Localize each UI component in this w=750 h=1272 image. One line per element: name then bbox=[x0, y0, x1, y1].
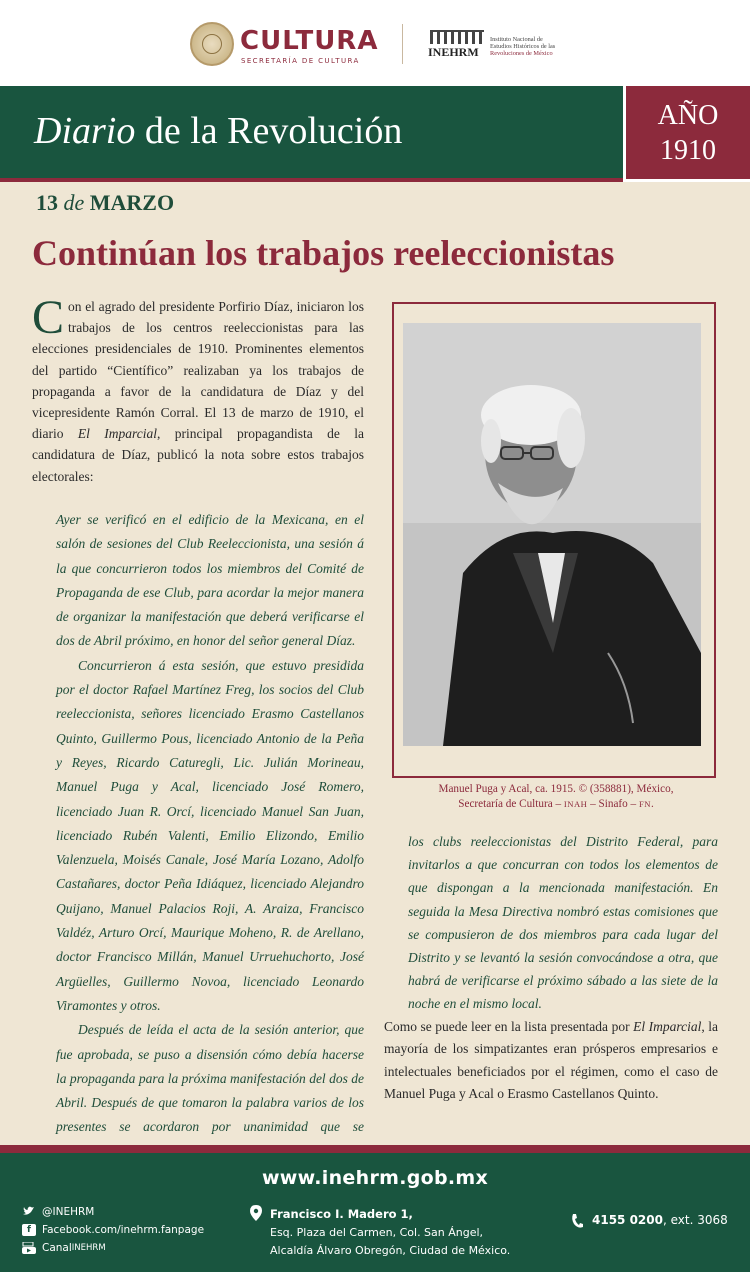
title-italic: Diario bbox=[34, 110, 136, 152]
caption-credit: Secretaría de Cultura – bbox=[458, 798, 564, 810]
caption-sinafo: – Sinafo – bbox=[587, 798, 639, 810]
portrait-illustration bbox=[403, 323, 701, 746]
quote-paragraph-3: Después de leída el acta de la sesión anterior, que fue aprobada, se puso a disensión cómo debía hacerse la propaganda para la próxima manifestación del dos de Abril. Después de que tomaron la palabra varios de los presentes se acordaron por unanimidad que se bbox=[56, 1022, 364, 1135]
quote-paragraph-2: Concurrieron á esta sesión, que estuvo presidida por el doctor Rafael Martínez Freg, los socios del Club reeleccionista, señores licenciado Erasmo Castellanos Quinto, Guillermo Pous, licenciado Antonio de la Peña y Reyes, Ricardo Caturegli, Lic. Julián Morineau, Manuel Puga y Acal, licenciado José Romero, licenciado Juan R. Orcí, licenciado Manuel San Juan, licenciado Rubén Valenti, Emilio Elizondo, Emilio Valenzuela, Moisés Canale, José María Lozano, Adolfo Castañares, doctor Peña Idiáquez, licenciado Alejandro Quijano, Manuel Palacios Roji, A. Araiza, Francisco Valdéz, Arturo Orcí, Maurique Moheno, R. de Arellano, doctor Francisco Millán, Manuel Urruehuchorto, José Argüelles, Guillermo Novoa, licenciado Leonardo Viramontes y otros. bbox=[56, 657, 364, 1013]
year-badge bbox=[623, 86, 750, 182]
date-de: de bbox=[63, 190, 85, 215]
facebook-url: Facebook.com/inehrm.fanpage bbox=[42, 1224, 205, 1236]
inehrm-line-2: Estudios Históricos de las bbox=[490, 43, 556, 50]
closing-paragraph bbox=[384, 1016, 718, 1105]
youtube-label: Canal bbox=[42, 1242, 72, 1254]
closing-newspaper: El Imparcial bbox=[633, 1019, 702, 1034]
facebook-link[interactable] bbox=[22, 1221, 204, 1239]
phone-extension: , ext. 3068 bbox=[662, 1213, 728, 1227]
closing-text-a: Como se puede leer en la lista presentada por bbox=[384, 1019, 634, 1034]
inehrm-logo-text: INEHRM bbox=[428, 45, 479, 59]
phone-main: 4155 0200 bbox=[592, 1213, 663, 1227]
address-street: Francisco I. Madero 1, bbox=[270, 1207, 413, 1221]
quoted-note bbox=[56, 508, 364, 1164]
youtube-icon bbox=[22, 1242, 36, 1254]
website-link[interactable]: www.inehrm.gob.mx bbox=[261, 1167, 489, 1189]
building-columns-icon bbox=[430, 30, 484, 44]
portrait-photo bbox=[403, 323, 701, 746]
cultura-subtitle: SECRETARÍA DE CULTURA bbox=[241, 57, 360, 65]
logo-divider bbox=[402, 24, 403, 64]
inehrm-logo bbox=[428, 30, 486, 60]
caption-fn: FN bbox=[638, 799, 651, 809]
article-date bbox=[36, 190, 174, 216]
intro-newspaper: El Imparcial bbox=[77, 426, 157, 442]
address-city: Alcaldía Álvaro Obregón, Ciudad de México. bbox=[270, 1244, 511, 1257]
facebook-icon: f bbox=[22, 1224, 36, 1236]
postal-address bbox=[270, 1205, 510, 1260]
caption-end: . bbox=[650, 798, 654, 810]
drop-cap: C bbox=[32, 291, 65, 344]
national-seal-icon bbox=[190, 22, 234, 66]
location-pin-icon bbox=[250, 1205, 262, 1221]
date-day: 13 bbox=[36, 190, 58, 215]
article-headline: Continúan los trabajos reeleccionistas bbox=[32, 233, 615, 273]
youtube-link[interactable] bbox=[22, 1239, 204, 1257]
twitter-handle: @INEHRM bbox=[42, 1206, 95, 1218]
date-month: MARZO bbox=[89, 190, 175, 215]
caption-line-1: Manuel Puga y Acal, ca. 1915. © (358881), México, bbox=[438, 783, 674, 795]
year-value: 1910 bbox=[660, 135, 716, 166]
closing-text-b: , la mayoría de los simpatizantes eran prósperos empresarios e intelectuales beneficiados por el régimen, como el caso de Manuel Puga y Acal o Erasmo Castellanos Quinto. bbox=[384, 1019, 718, 1101]
quote-continuation: los clubs reeleccionistas del Distrito Federal, para invitarlos a que concurran con todos los elementos de que dispongan a la mencionada manifestación. En seguida la Mesa Directiva nombró estas comisiones que se compusieron de dos miembros para cada lugar del Distrito y se levantó la sesión convocándose a otra, que habrá de verificarse el próximo sábado a las siete de la noche en el mismo local. bbox=[408, 834, 718, 1012]
address-colonia: Esq. Plaza del Carmen, Col. San Ángel, bbox=[270, 1226, 484, 1239]
title-rest: de la Revolución bbox=[135, 110, 403, 152]
top-logo-bar bbox=[0, 0, 750, 86]
intro-paragraph bbox=[32, 291, 364, 487]
twitter-icon bbox=[22, 1206, 36, 1218]
social-links bbox=[22, 1203, 204, 1257]
phone-number[interactable] bbox=[592, 1213, 728, 1227]
footer-red-stripe bbox=[0, 1145, 750, 1153]
quote-paragraph-1: Ayer se verificó en el edificio de la Mexicana, en el salón de sesiones del Club Reeleccionista, una sesión á la que concurrieron todos los miembros del Comité de Propaganda de ese Club, para acordar la mejor manera de organizar la manifestación que deberá verificarse el dos de Abril próximo, en honor del señor general Díaz. bbox=[56, 512, 364, 649]
youtube-channel: INEHRM bbox=[71, 1243, 106, 1253]
inehrm-line-1: Instituto Nacional de bbox=[490, 36, 543, 43]
footer bbox=[0, 1153, 750, 1272]
publication-title bbox=[34, 109, 402, 153]
caption-inah: INAH bbox=[563, 799, 588, 809]
caption-line-2 bbox=[396, 797, 716, 812]
photo-caption bbox=[396, 782, 716, 812]
inehrm-full-name bbox=[490, 36, 580, 57]
intro-text-a: on el agrado del presidente Porfirio Díaz, iniciaron los trabajos de los centros reeleccionistas para las elecciones presidenciales de 1910. Prominentes elementos del partido “Científico” realizaban ya los trabajos de propaganda a favor de la candidatura de Díaz y del vicepresidente Ramón Corral. El 13 de marzo de 1910, el diario bbox=[32, 299, 364, 442]
intro-text-b: , principal propagandista de la candidatura de Díaz, publicó la nota sobre estos trabajos electorales: bbox=[32, 426, 364, 484]
phone-icon bbox=[570, 1213, 584, 1229]
year-label: AÑO bbox=[657, 100, 719, 131]
cultura-logo: CULTURA bbox=[240, 26, 379, 56]
twitter-link[interactable] bbox=[22, 1203, 204, 1221]
inehrm-line-3: Revoluciones de México bbox=[490, 50, 553, 57]
